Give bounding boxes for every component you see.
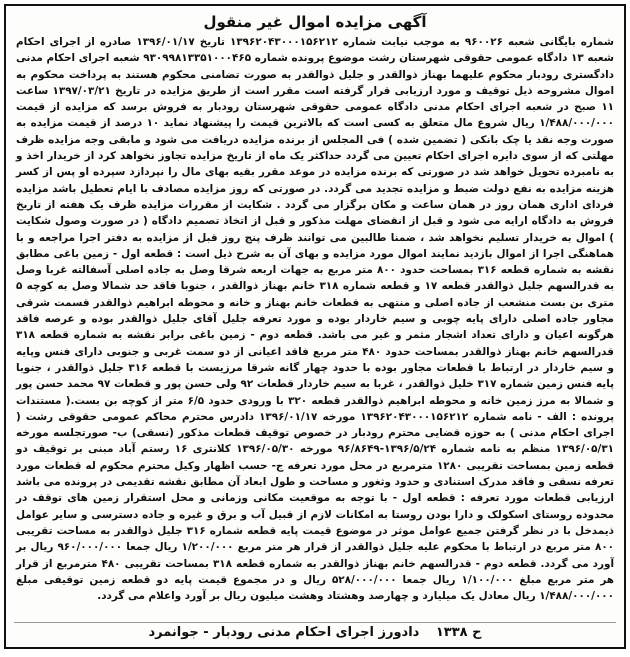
notice-body xyxy=(16,34,614,604)
notice-title: آگهی مزایده اموال غیر منقول xyxy=(203,13,427,31)
notice-signature: دادورز اجرای احکام مدنی رودبار - جوانمرد xyxy=(148,625,420,640)
notice-paragraph: شماره بایگانی شعبه ۹۶۰۰۲۶ به موجب نیابت شماره ۱۳۹۶۲۰۴۳۰۰۰۱۵۶۲۱۲ تاریخ ۱۳۹۶/۰۱/۱۷ صادره از اجرای احکام شعبه ۱۳ دادگاه عمومی حقوقی شهرستان رشت موضوع پرونده شماره ۹۳۰۹۹۸۱۳۳۵۱۰۰۰۴۶۵ شعبه اجرای احکام مدنی دادگستری رودبار محکوم علیهما بهناز ذوالقدر و جلیل ذوالقدر به صورت تضامنی محکوم هستند به پرداخت محکوم به اموال مشروحه ذیل توقیف و مورد ارزیابی قرار گرفته است مقرر است از طریق مزایده در تاریخ ۱۳۹۷/۰۳/۲۱ ساعت ۱۱ صبح در شعبه اجرای احکام مدنی دادگاه عمومی حقوقی شهرستان رودبار به فروش برسد که مزایده از قیمت ۱/۴۸۸/۰۰۰/۰۰۰ ریال شروع مال متعلق به کسی است که بالاترین قیمت را پیشنهاد نماید ۱۰ درصد از قیمت مزایده به صورت وجه نقد یا چک بانکی ( تضمین شده ) فی المجلس از برنده مزایده دریافت می شود و مابقی وجه مزایده ظرف مهلتی که از سوی دایره اجرای احکام تعیین می گردد حداکثر یک ماه از تاریخ مزایده تجاوز نخواهد کرد از خریدار اخذ و به نامبرده تحویل خواهد شد در صورتی که برنده مزایده در موعد مقرر بقیه بهای مال را نپردازد سپرده او پس از کسر هزینه مزایده به نفع دولت ضبط و مزایده تجدید می گردد. در صورتی که روز مزایده مصادف با ایام تعطیل باشد مزایده فردای اداری همان روز در همان ساعت و مکان برگزار می گردد . شکایت از مقررات مزایده ظرف یک هفته از تاریخ فروش به دادگاه ارایه می شود و قبل از انقضای مهلت مذکور و قبل از اتخاذ تصمیم دادگاه ( در صورت وصول شکایت ) اموال به خریدار تسلیم نخواهد شد ، ضمنا طالبین می توانند ظرف پنج روز قبل از مزایده به دفتر اجرا مراجعه و با هماهنگی اجرا از اموال بازدید نمایند اموال مورد مزایده و بهای آن به شرح ذیل است : قطعه اول - زمین باغی مطابق نقشه به شماره قطعه ۳۱۶ بمساحت حدود ۸۰۰ متر مربع به جهات اربعه شرقا وصل به جاده اصلی آسفالته غربا وصل به قدرالسهم جلیل ذوالقدر قطعه ۱۷ و قطعه شماره ۳۱۸ خانم بهناز ذوالقدر ، جنوبا فاقد حد شمالا وصل به کوچه ۵ متری بن بست منشعب از جاده اصلی و منتهی به قطعات خانم بهناز و خانه و محوطه ابراهیم ذوالقدر قسمت شرقی مجاور جاده اصلی دارای پایه چوبی و سیم خاردار بوده و مورد تعرفه جلیل آقای جلیل ذوالقدر بوده و عرصه فاقد هرگونه اعیان و دارای تعداد اشجار مثمر و غیر می باشد. قطعه دوم - زمین باغی برابر نقشه به شماره قطعه ۳۱۸ قدرالسهم خانم بهناز ذوالقدر بمساحت حدود ۴۸۰ متر مربع فاقد اعیانی از دو سمت غربی و جنوبی دارای فنس وپایه و سیم خاردار در ارتباط با قطعات مجاور بوده با حدود چهار گانه شرقا مرزیست با قطعه ۳۱۶ جلیل ذوالقدر ، جنوبا پایه فنس زمین شماره ۳۱۷ خلیل ذوالقدر ، غربا به سیم خاردار قطعات ۹۲ ولی حسن پور و قطعات ۹۷ محمد حسن پور و شمالا به مرز زمین خانه و محوطه ابراهیم ذوالقدر قطعه ۳۲۰ با ورودی حدود ۶/۵ متر از کوچه بن بست.( مستندات پرونده : الف - نامه شماره ۱۳۹۶۲۰۴۳۰۰۰۱۵۶۲۱۲ مورخه ۱۳۹۶/۰۱/۱۷ دادرس محترم محاکم عمومی حقوقی رشت ( اجرای احکام مدنی ) به حوزه قضایی محترم رودبار در خصوص توقیف قطعات مذکور (نسقی) ب- صورتجلسه مورخه ۱۳۹۶/۰۵/۳۱ منظم به نامه شماره ۱۳۹۶/۵/۲۴-۹۶/۸۶۴۹ مورخه ۱۳۹۶/۰۵/۳۰ کلانتری ۱۶ رستم آباد مبنی بر توقیف دو قطعه زمین بمساحت تقریبی ۱۲۸۰ مترمربع در محل مورد تعرفه ج- حسب اظهار وکیل محترم محکوم له قطعات مورد تعرفه نسقی و فاقد مدرک استنادی و حدود وثغور و مساحت و طول ابعاد آن مطابق نقشه تقدیمی در پرونده می باشد ارزیابی قطعات مورد تعرفه : قطعه اول - با توجه به موقعیت مکانی وزمانی و محل استقرار زمین های توقف در محدوده روستای اسکولک و دارا بودن روستا به امکانات لازم از قبیل آب و برق و غیره و جاده دسترسی و سایر عوامل ذیمدخل با در نظر گرفتن جمیع عوامل موثر در موضوع قیمت پایه قطعه شماره ۳۱۶ جلیل ذوالقدر به مساحت تقریبی ۸۰۰ متر مربع در ارتباط با محکوم علیه جلیل ذوالقدر از قرار هر متر مربع ۱/۲۰۰/۰۰۰ ریال جمعا ۹۶۰/۰۰۰/۰۰۰ ریال بر آورد می گردد. قطعه دوم - قدرالسهم خانم بهناز ذوالقدر به شماره قطعه ۳۱۸ بمساحت تقریبی ۴۸۰ مترمربع از قرار هر متر مربع مبلغ ۱/۱۰۰/۰۰۰ ریال جمعا ۵۲۸/۰۰۰/۰۰۰ ریال و در مجموع قیمت پایه دو قطعه زمین توقیفی مبلغ ۱/۴۸۸/۰۰۰/۰۰۰ ریال معادل یک میلیارد و چهارصد وهشتاد وهشت میلیون ریال بر آورد واعلام می گردد. xyxy=(16,36,615,603)
auction-notice xyxy=(4,4,626,649)
notice-code: ح ۱۳۳۸ xyxy=(435,625,482,640)
notice-footer xyxy=(14,622,616,643)
